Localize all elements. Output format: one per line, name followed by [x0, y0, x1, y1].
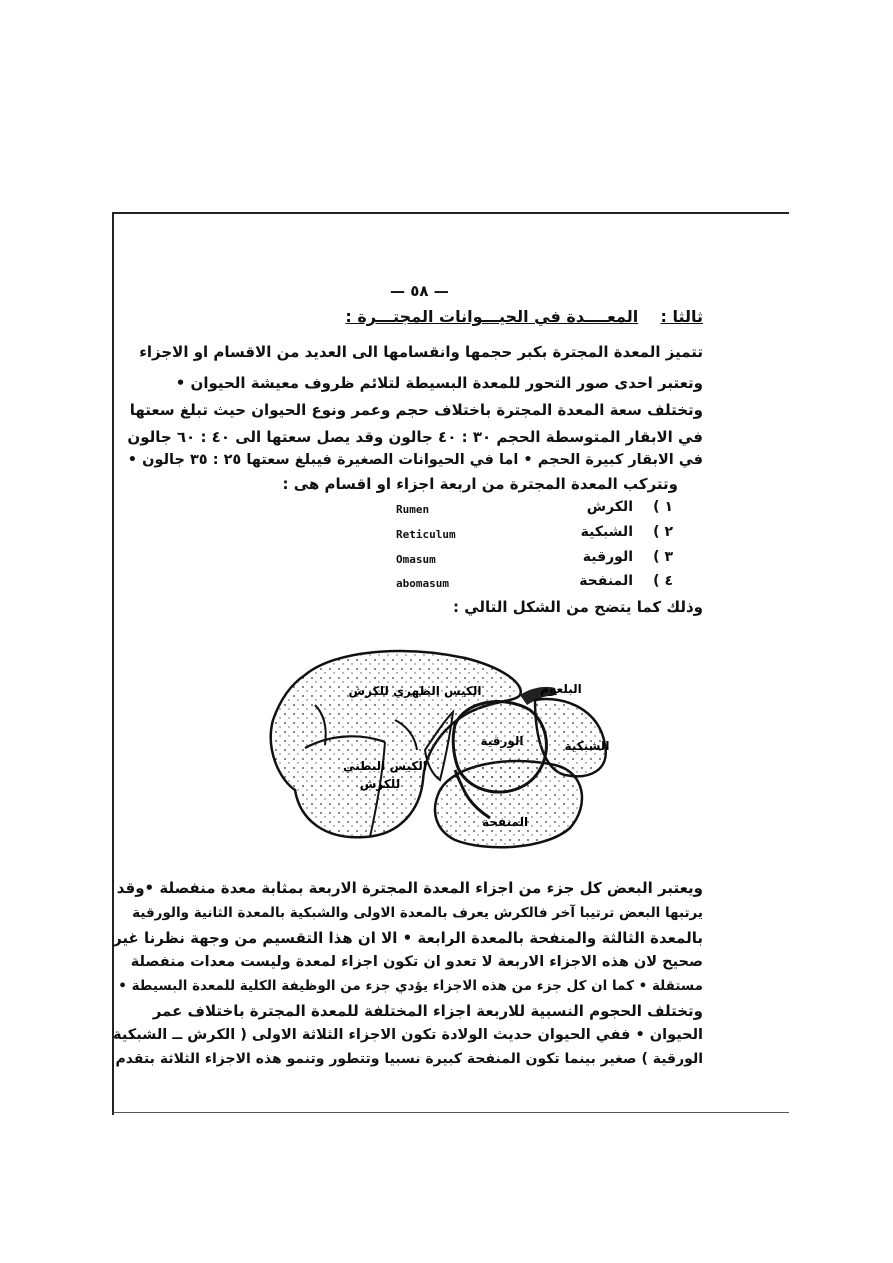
paragraph1-line: في الابقار المتوسطة الحجم ٣٠ : ٤٠ جالون وقد يصل سعتها الى ٤٠ : ٦٠ جالون [127, 428, 703, 446]
paragraph1-line: تتميز المعدة المجترة بكبر حجمها وانقسامها الى العديد من الاقسام او الاجزاء [139, 343, 703, 361]
part-number: ٢ ) [653, 524, 673, 540]
scan-border-top [113, 212, 789, 214]
part-number: ٣ ) [653, 549, 673, 565]
paragraph1-line: وتتركب المعدة المجترة من اربعة اجزاء او اقسام هى : [282, 475, 678, 493]
paragraph2-line: الورقية ) صغير بينما تكون المنفحة كبيرة نسبيا وتتطور وتنمو هذه الاجزاء الثلاثة بتقدم [115, 1051, 703, 1067]
label-ventral-sac-2: للكرش [359, 777, 401, 791]
label-omasum: الورقية [480, 734, 524, 748]
heading-title: المعــــدة في الحيـــوانات المجتـــرة : [345, 307, 639, 326]
heading-prefix: ثالثا : [660, 307, 703, 326]
paragraph2-line: ويعتبر البعض كل جزء من اجزاء المعدة المجترة الاربعة بمثابة معدة منفصلة •وقد [116, 879, 703, 897]
paragraph2-line: الحيوان • ففي الحيوان حديث الولادة تكون الاجزاء الثلاثة الاولى ( الكرش ــ الشبكية [113, 1027, 703, 1043]
part-arabic: الورقية [582, 549, 633, 565]
part-latin: Reticulum [396, 528, 456, 541]
figure-intro: وذلك كما يتضح من الشكل التالي : [453, 598, 703, 616]
part-arabic: الشبكية [580, 524, 633, 540]
scan-border-left [112, 212, 114, 1115]
paragraph2-line: صحيح لان هذه الاجزاء الاربعة لا تعدو ان تكون اجزاء لمعدة وليست معدات منفصلة [130, 954, 703, 970]
part-number: ٤ ) [653, 573, 673, 589]
page-number: — ٥٨ — [390, 282, 449, 300]
scan-border-bottom [113, 1112, 789, 1113]
label-dorsal-sac: الكيس الظهري للكرش [348, 684, 482, 698]
part-number: ١ ) [653, 499, 673, 515]
paragraph1-line: في الابقار كبيرة الحجم • اما في الحيوانات الصغيرة فيبلغ سعتها ٢٥ : ٣٥ جالون • [127, 452, 703, 468]
part-latin: Omasum [396, 553, 436, 566]
section-heading [345, 307, 703, 326]
ruminant-stomach-diagram [265, 640, 625, 855]
paragraph2-line: وتختلف الحجوم النسبية للاربعة اجزاء المختلفة للمعدة المجترة باختلاف عمر [152, 1002, 703, 1020]
label-abomasum: المنفحة [481, 815, 529, 829]
paragraph2-line: بالمعدة الثالثة والمنفحة بالمعدة الرابعة • الا ان هذا التقسيم من وجهة نظرنا غير [113, 929, 703, 947]
label-ventral-sac: الكيس البطني [343, 759, 427, 773]
paragraph1-line: وتختلف سعة المعدة المجترة باختلاف حجم وعمر ونوع الحيوان حيث تبلغ سعتها [129, 401, 703, 419]
part-arabic: المنفحة [579, 573, 633, 589]
paragraph1-line: وتعتبر احدى صور التحور للمعدة البسيطة لتلائم ظروف معيشة الحيوان • [175, 374, 703, 392]
part-arabic: الكرش [586, 499, 633, 515]
label-reticulum: الشبكية [564, 739, 610, 753]
label-esophagus: البلعوم [540, 682, 582, 696]
part-latin: abomasum [396, 577, 449, 590]
part-latin: Rumen [396, 503, 430, 516]
paragraph2-line: يرتبها البعض ترتيبا آخر فالكرش يعرف بالمعدة الاولى والشبكية بالمعدة الثانية والورقية [132, 905, 703, 921]
paragraph2-line: مستقلة • كما ان كل جزء من هذه الاجزاء يؤدي جزء من الوظيفة الكلية للمعدة البسيطة • [118, 978, 703, 994]
